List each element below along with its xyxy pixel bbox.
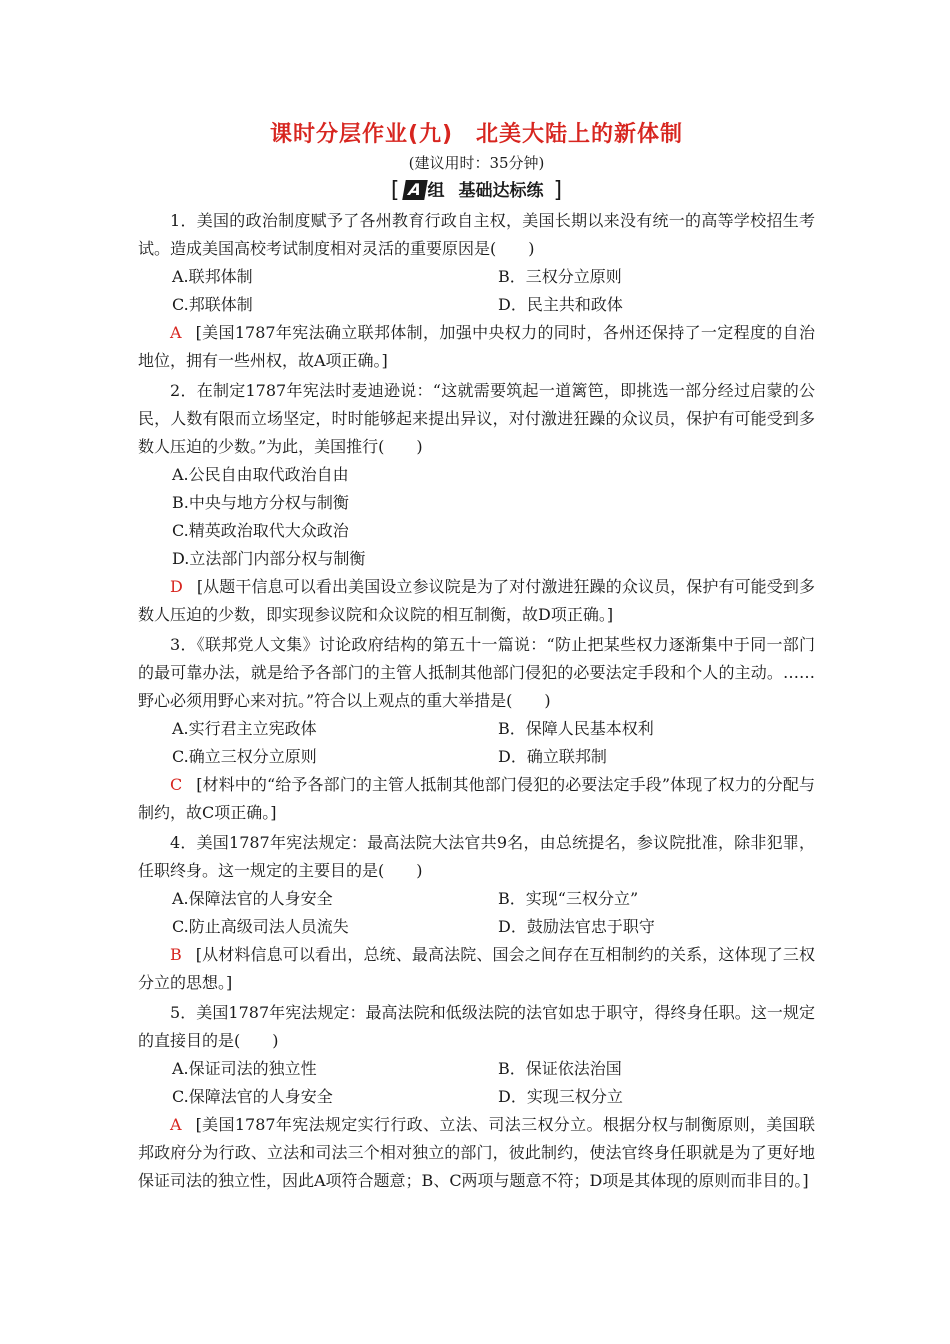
question-1-stem: 1．美国的政治制度赋予了各州教育行政自主权，美国长期以来没有统一的高等学校招生考试。造成美国高校考试制度相对灵活的重要原因是( ) bbox=[138, 211, 815, 258]
question-1-answer-letter: A bbox=[170, 323, 182, 342]
question-3-option-b: B．保障人民基本权利 bbox=[498, 719, 654, 738]
question-4-options-row-2 bbox=[138, 913, 815, 941]
question-5-explanation: [美国1787年宪法规定实行行政、立法、司法三权分立。根据分权与制衡原则，美国联邦政府分为行政、立法和司法三个相对独立的部门，彼此制约，使法官终身任职就是为了更好地保证司法的独立性，因此A项符合题意；B、C两项与题意不符；D项是其体现的原则而非目的。] bbox=[138, 1115, 815, 1190]
question-4-option-d: D．鼓励法官忠于职守 bbox=[498, 917, 655, 936]
question-1-options-row-2 bbox=[138, 291, 815, 319]
question-3-answer-letter: C bbox=[170, 775, 183, 794]
question-3-explanation: [材料中的“给予各部门的主管人抵制其他部门侵犯的必要法定手段”体现了权力的分配与制约，故C项正确。] bbox=[138, 775, 815, 822]
document-content bbox=[138, 120, 815, 1195]
group-label: 组 bbox=[427, 181, 445, 201]
question-3-answer bbox=[138, 771, 815, 827]
question-4-explanation: [从材料信息可以看出，总统、最高法院、国会之间存在互相制约的关系，这体现了三权分立的思想。] bbox=[138, 945, 815, 992]
question-3-options-row-1 bbox=[138, 715, 815, 743]
question-2-option-d: D.立法部门内部分权与制衡 bbox=[172, 549, 366, 568]
page-title: 课时分层作业(九) 北美大陆上的新体制 bbox=[269, 122, 684, 147]
question-3-stem: 3．《联邦党人文集》讨论政府结构的第五十一篇说：“防止把某些权力逐渐集中于同一部门的最可靠办法，就是给予各部门的主管人抵制其他部门侵犯的必要法定手段和个人的主动。……野心必须用野心来对抗。”符合以上观点的重大举措是( ) bbox=[138, 635, 815, 710]
question-5-option-c: C.保障法官的人身安全 bbox=[172, 1087, 333, 1106]
question-5-answer-letter: A bbox=[170, 1115, 182, 1134]
question-3-option-d: D．确立联邦制 bbox=[498, 747, 607, 766]
question-4-stem: 4．美国1787年宪法规定：最高法院大法官共9名，由总统提名，参议院批准，除非犯罪，任职终身。这一规定的主要目的是( ) bbox=[138, 833, 815, 880]
question-2-option-a: A.公民自由取代政治自由 bbox=[172, 465, 349, 484]
question-5-options-row-2 bbox=[138, 1083, 815, 1111]
question-1-option-d: D．民主共和政体 bbox=[498, 295, 623, 314]
question-2-option-c: C.精英政治取代大众政治 bbox=[172, 521, 349, 540]
question-5-option-a: A.保证司法的独立性 bbox=[172, 1059, 317, 1078]
question-5-stem: 5．美国1787年宪法规定：最高法院和低级法院的法官如忠于职守，得终身任职。这一规定的直接目的是( ) bbox=[138, 1003, 815, 1050]
question-5-option-d: D．实现三权分立 bbox=[498, 1087, 623, 1106]
question-1-explanation: [美国1787年宪法确立联邦体制，加强中央权力的同时，各州还保持了一定程度的自治地位，拥有一些州权，故A项正确。] bbox=[138, 323, 815, 370]
question-4-options-row-1 bbox=[138, 885, 815, 913]
question-4-answer-letter: B bbox=[170, 945, 182, 964]
bracket-open: [ bbox=[390, 178, 400, 203]
group-name: 基础达标练 bbox=[458, 181, 544, 201]
question-1-answer bbox=[138, 319, 815, 375]
question-2-answer-letter: D bbox=[170, 577, 183, 596]
question-4-option-b: B．实现“三权分立” bbox=[498, 889, 639, 908]
question-1-options-row-1 bbox=[138, 263, 815, 291]
question-1-option-a: A.联邦体制 bbox=[172, 267, 253, 286]
bracket-close: ] bbox=[553, 178, 563, 203]
question-3-options-row-2 bbox=[138, 743, 815, 771]
question-2-explanation: [从题干信息可以看出美国设立参议院是为了对付激进狂躁的众议员，保护有可能受到多数人压迫的少数，即实现参议院和众议院的相互制衡，故D项正确。] bbox=[138, 577, 815, 624]
question-4-answer bbox=[138, 941, 815, 997]
question-5-options-row-1 bbox=[138, 1055, 815, 1083]
question-5-option-b: B．保证依法治国 bbox=[498, 1059, 622, 1078]
group-heading bbox=[138, 177, 815, 205]
question-2-answer bbox=[138, 573, 815, 629]
question-1-option-b: B．三权分立原则 bbox=[498, 267, 622, 286]
question-3-option-a: A.实行君主立宪政体 bbox=[172, 719, 317, 738]
question-2-option-b: B.中央与地方分权与制衡 bbox=[172, 493, 349, 512]
group-a-badge: A bbox=[402, 180, 428, 200]
question-4-option-c: C.防止高级司法人员流失 bbox=[172, 917, 349, 936]
question-4-option-a: A.保障法官的人身安全 bbox=[172, 889, 333, 908]
question-2-stem: 2．在制定1787年宪法时麦迪逊说：“这就需要筑起一道篱笆，即挑选一部分经过启蒙的公民，人数有限而立场坚定，时时能够起来提出异议，对付激进狂躁的众议员，保护有可能受到多数人压迫的少数。”为此，美国推行( ) bbox=[138, 381, 815, 456]
question-1-option-c: C.邦联体制 bbox=[172, 295, 253, 314]
suggested-time: (建议用时：35分钟) bbox=[408, 154, 545, 172]
question-5-answer bbox=[138, 1111, 815, 1195]
question-3-option-c: C.确立三权分立原则 bbox=[172, 747, 317, 766]
